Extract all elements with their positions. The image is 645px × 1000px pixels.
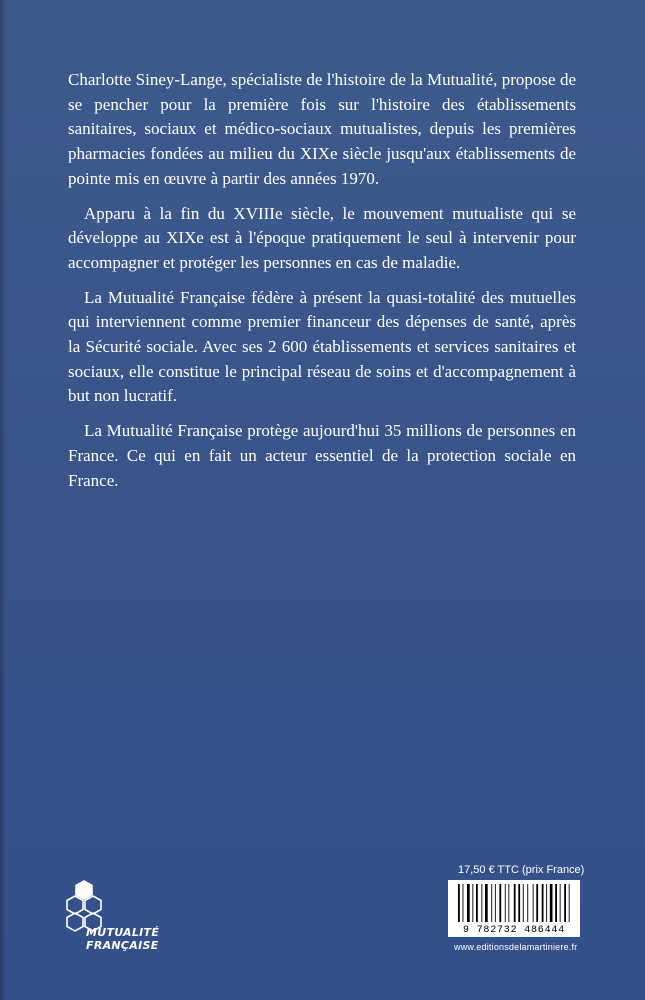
blurb-paragraph-2: Apparu à la fin du XVIIIe siècle, le mouvement mutualiste qui se développe au XIXe est à l'époque pratiquement le seul à intervenir pour accompagner et protéger les personnes en cas de maladie. — [68, 203, 576, 272]
logo-text-line-1: MUTUALITÉ — [86, 926, 160, 939]
isbn-number: 9 782732 486444 — [462, 925, 565, 936]
blurb-text — [68, 68, 576, 503]
ean13-barcode-icon — [448, 880, 580, 925]
barcode — [448, 880, 580, 937]
blurb-paragraph-4: La Mutualité Française protège aujourd'hui 35 millions de personnes en France. Ce qui en fait un acteur essentiel de la protection sociale en France. — [68, 421, 576, 490]
mutualite-francaise-logo — [64, 880, 184, 970]
price-label: 17,50 € TTC (prix France) — [458, 864, 585, 876]
spine-shadow — [0, 0, 6, 1000]
publisher-website: www.editionsdelamartiniere.fr — [454, 942, 578, 952]
logo-text-line-2: FRANÇAISE — [86, 939, 159, 952]
blurb-paragraph-3: La Mutualité Française fédère à présent la quasi-totalité des mutuelles qui interviennent comme premier financeur des dépenses de santé, après la Sécurité sociale. Avec ses 2 600 établissements et services sanitaires et sociaux, elle constitue le principal réseau de soins et d'accompagnement à but non lucratif. — [68, 287, 576, 406]
blurb-paragraph-1: Charlotte Siney-Lange, spécialiste de l'histoire de la Mutualité, propose de se pencher pour la première fois sur l'histoire des établissements sanitaires, sociaux et médico-sociaux mutualistes, depuis les premières pharmacies fondées au milieu du XIXe siècle jusqu'aux établissements de pointe mis en œuvre à partir des années 1970. — [68, 70, 576, 188]
